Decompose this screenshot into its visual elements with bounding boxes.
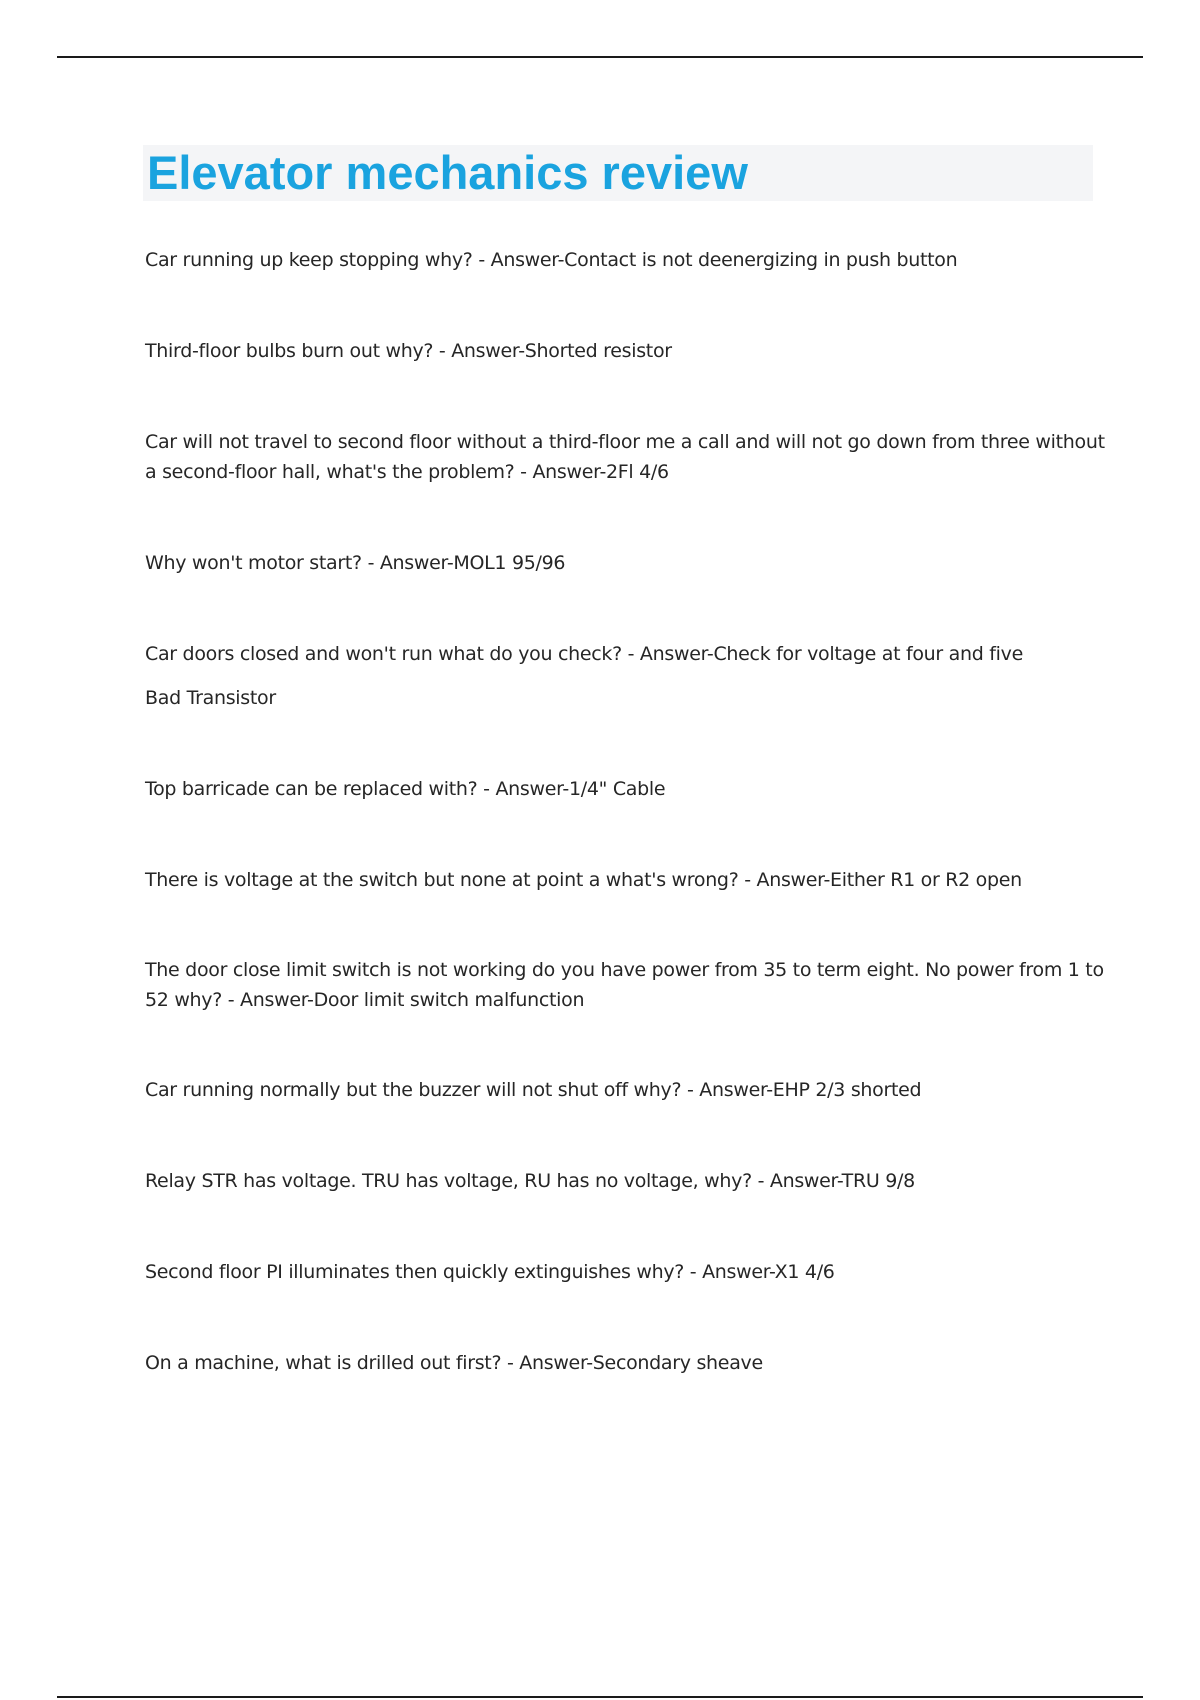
qa-item: There is voltage at the switch but none at point a what's wrong? - Answer-Either R1 or R2 open: [145, 869, 1022, 891]
qa-item: Second floor PI illuminates then quickly extinguishes why? - Answer-X1 4/6: [145, 1261, 835, 1283]
qa-item: Car will not travel to second floor without a third-floor me a call and will not go down from three without a second-floor hall, what's the problem? - Answer-2Fl 4/6: [145, 431, 1105, 483]
qa-item-extra-line: Bad Transistor: [145, 687, 276, 709]
qa-item: Car running normally but the buzzer will not shut off why? - Answer-EHP 2/3 shorted: [145, 1079, 922, 1101]
qa-item: Why won't motor start? - Answer-MOL1 95/96: [145, 552, 566, 574]
top-rule: [57, 56, 1143, 58]
qa-item: Car running up keep stopping why? - Answer-Contact is not deenergizing in push button: [145, 249, 958, 271]
qa-item: The door close limit switch is not working do you have power from 35 to term eight. No power from 1 to 52 why? - Answer-Door limit switch malfunction: [145, 959, 1104, 1011]
qa-item: Third-floor bulbs burn out why? - Answer-Shorted resistor: [145, 340, 672, 362]
bottom-rule: [57, 1696, 1143, 1698]
qa-item: Top barricade can be replaced with? - Answer-1/4" Cable: [145, 778, 666, 800]
qa-item: On a machine, what is drilled out first? - Answer-Secondary sheave: [145, 1352, 763, 1374]
qa-item: Car doors closed and won't run what do you check? - Answer-Check for voltage at four and five: [145, 643, 1023, 665]
qa-item: Relay STR has voltage. TRU has voltage, RU has no voltage, why? - Answer-TRU 9/8: [145, 1170, 915, 1192]
document-title: Elevator mechanics review: [147, 146, 748, 199]
